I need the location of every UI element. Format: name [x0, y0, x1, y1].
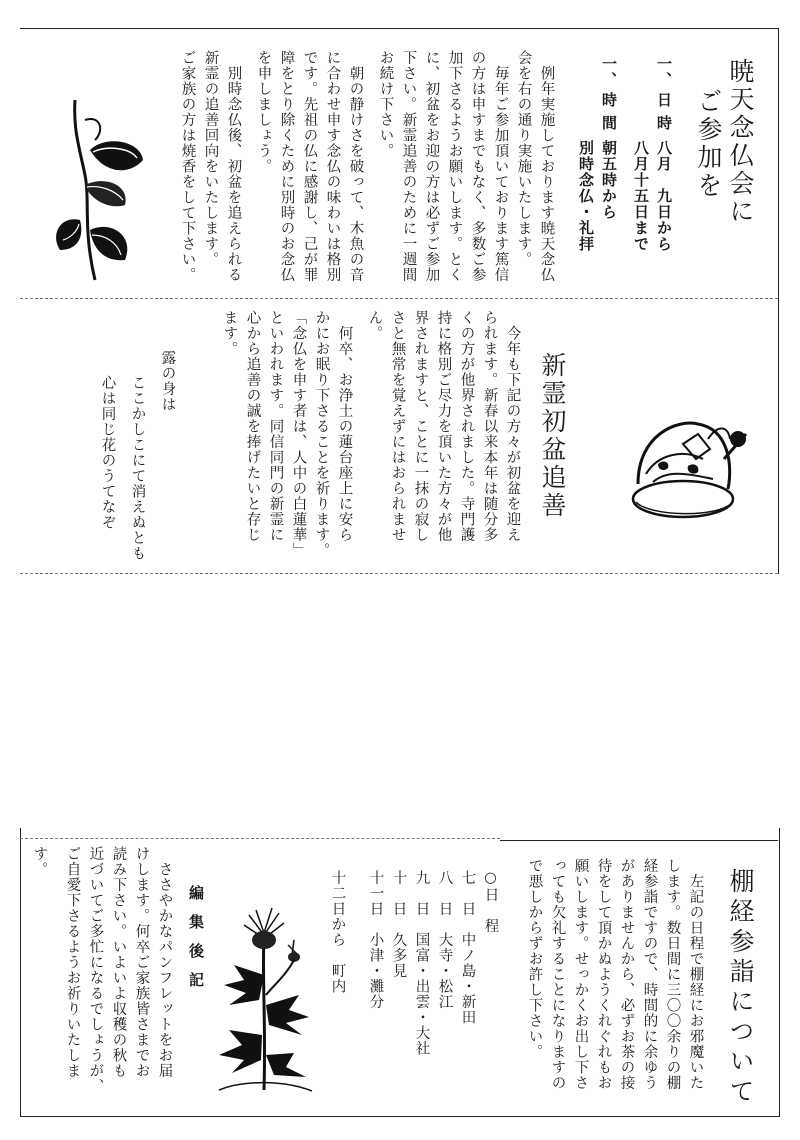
tanagyo-body-4: がありませんから、必ずお茶の接 [618, 858, 635, 1091]
akatsuki-title-line1: 暁天念仏会に [726, 58, 755, 226]
lower-top-edge-left [20, 838, 500, 839]
poem-line-2: ここかしこにて消えぬとも [129, 375, 146, 561]
akatsuki-body-11: です。先祖の仏に感謝し、己が罪 [301, 50, 318, 283]
hatsubon-body-12: 心から追善の誠を捧げたいと存じ [244, 310, 261, 543]
tanagyo-body-1: 左記の日程で棚経にお邪魔いた [687, 858, 704, 1091]
poem-line-3: 心は同じ花のうてなぞ [99, 375, 116, 530]
akatsuki-body-6: に、初盆をお迎の方は必ずご参加 [423, 50, 440, 283]
schedule-bullet-1: 一、 [655, 56, 673, 88]
hatsubon-body-5: 界されますと、ことに一抹の寂し [412, 310, 429, 543]
hatsubon-body-1: 今年も下記の方々が初盆を迎え [504, 310, 521, 543]
akatsuki-body-9: 朝の静けさを破って、木魚の音 [347, 50, 364, 283]
wooden-fish-illustration [628, 404, 758, 524]
poem-line-1: 露の身は [159, 350, 176, 412]
tanagyo-schedule-6: 十二日から 町内 [329, 870, 346, 994]
hatsubon-body-10: 「念仏を申す者は、人中の白蓮華」 [290, 310, 307, 558]
tanagyo-schedule-3: 九 日 国富・出雲・大社 [413, 870, 430, 1056]
schedule-time-2: 別時念仏・礼拝 [577, 140, 595, 252]
hatsubon-body-9: かにお眠り下さることを祈ります。 [313, 310, 330, 558]
schedule-date-1: 八月 九日から [655, 140, 673, 252]
tanagyo-schedule-1: 七 日 中ノ島・新田 [459, 870, 476, 1025]
hatsubon-body-11: といわれます。同信同門の新霊に [267, 310, 284, 543]
akatsuki-body-4: の方は申すまでもなく、多数ご参 [469, 50, 486, 283]
tanagyo-schedule-4: 十 日 久多見 [390, 870, 407, 979]
schedule-label-time: 時間 [600, 92, 618, 138]
tanagyo-body-8: で悪しからずお許し下さい。 [526, 858, 543, 1060]
hatsubon-body-13: ます。 [221, 310, 238, 357]
tanagyo-schedule-head: ○日 程 [482, 870, 499, 934]
akatsuki-body-3: 毎年ご参加頂いております篤信 [492, 50, 509, 283]
schedule-time-1: 朝五時から [600, 140, 618, 220]
upper-divider [20, 298, 778, 299]
akatsuki-body-14: 別時念仏後、初盆を追えられる [225, 50, 242, 283]
postscript-body-1: ささやかなパンフレットをお届 [156, 846, 173, 1079]
akatsuki-body-16: ご家族の方は焼香をして下さい。 [179, 50, 196, 283]
akatsuki-body-5: 加下さるようお願いします。とく [446, 50, 463, 283]
postscript-body-6: す。 [31, 846, 48, 877]
akatsuki-body-7: 下さい。新霊追善のために一週間 [400, 50, 417, 283]
hatsubon-body-3: くの方が他界されました。寺門護 [458, 310, 475, 543]
schedule-label-date: 日時 [655, 92, 673, 138]
upper-bottom-edge [20, 573, 778, 574]
postscript-body-2: けします。何卒ご家族皆さまでお [133, 846, 150, 1079]
akatsuki-body-12: 障をとり除くために別時のお念仏 [278, 50, 295, 283]
hatsubon-body-4: 持に格別ご尽力を頂いた方々が他 [435, 310, 452, 543]
hatsubon-body-8: 何卒、お浄土の蓮台座上に安ら [336, 310, 353, 543]
tanagyo-body-5: 待をして頂かぬようくれぐれもお [595, 858, 612, 1091]
schedule-bullet-2: 一、 [600, 56, 618, 88]
lower-top-edge-right [500, 840, 778, 841]
postscript-title: 編集後記 [187, 885, 205, 1001]
tanagyo-body-3: 経参詣ですので、時間的に余ゆう [641, 858, 658, 1091]
tanagyo-body-6: 願いします。せっかくお出し下さ [572, 858, 589, 1091]
hatsubon-body-6: さと無常を覚えずにはおられませ [389, 310, 406, 543]
akatsuki-body-2: 会を右の通り実施いたします。 [515, 50, 532, 267]
tanagyo-schedule-5: 十一日 小津・灘分 [367, 870, 384, 1010]
akatsuki-body-8: お続け下さい。 [377, 50, 394, 159]
akatsuki-body-15: 新霊の追善回向をいたします。 [202, 50, 219, 267]
postscript-body-4: 近づいてご多忙になるでしょうが、 [87, 846, 104, 1094]
tanagyo-schedule-2: 八 日 大寺・松江 [436, 870, 453, 1010]
akatsuki-title-line2: ご参加を [694, 88, 723, 200]
morning-glory-illustration [45, 90, 155, 290]
tanagyo-body-2: します。数日間に三〇〇余りの棚 [664, 858, 681, 1091]
hatsubon-body-2: られます。新春以来本年は随分多 [481, 310, 498, 543]
akatsuki-body-10: に合わせ申す念仏の味わいは格別 [324, 50, 341, 283]
tanagyo-body-7: っても欠礼することになりますの [549, 858, 566, 1091]
hatsubon-body-7: ん。 [366, 310, 383, 341]
postscript-body-5: ご自愛下さるようお祈りいたしま [64, 846, 81, 1079]
akatsuki-body-13: を申しましょう。 [255, 50, 272, 174]
tanagyo-title: 棚経参詣について [726, 868, 755, 1108]
postscript-body-3: 読み下さい。いよいよ収穫の秋も [110, 846, 127, 1079]
thistle-illustration [214, 905, 314, 1095]
schedule-date-2: 八月十五日まで [632, 140, 650, 252]
hatsubon-title: 新霊初盆追善 [538, 352, 567, 520]
akatsuki-body-1: 例年実施しております暁天念仏 [538, 50, 555, 283]
